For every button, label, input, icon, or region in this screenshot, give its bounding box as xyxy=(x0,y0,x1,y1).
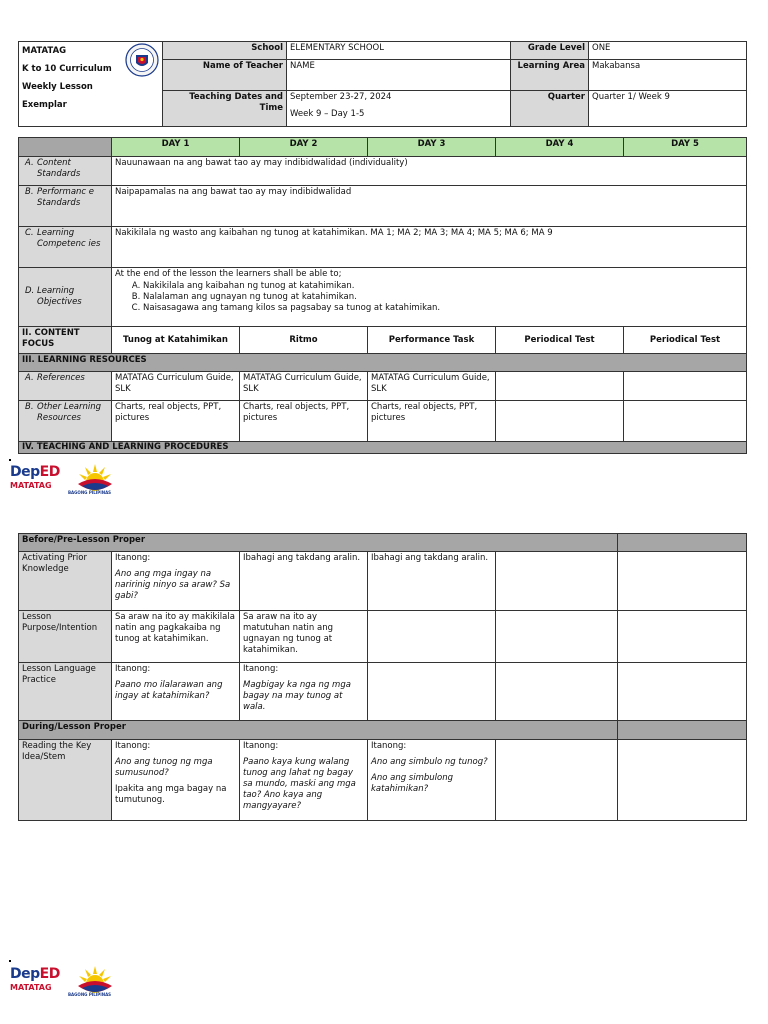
label-text: Performanc e Standards xyxy=(37,187,95,208)
performance-standards-value: Naipapamalas na ang bawat tao ay may indibidwalidad xyxy=(112,186,747,227)
purpose-day4 xyxy=(496,611,618,663)
references-day1: MATATAG Curriculum Guide, SLK xyxy=(112,372,240,401)
references-day2: MATATAG Curriculum Guide, SLK xyxy=(240,372,368,401)
procedures-table xyxy=(18,533,747,821)
bagong-pilipinas-text: BAGONG PILIPINAS xyxy=(68,992,112,997)
objectives-list xyxy=(115,281,743,314)
dates-value: September 23-27, 2024 xyxy=(290,92,392,102)
content-focus-day5: Periodical Test xyxy=(624,327,747,354)
objective-item: B. Nalalaman ang ugnayan ng tunog at katahimikan. xyxy=(143,292,743,303)
activating-label: Activating Prior Knowledge xyxy=(19,552,112,611)
reading-label: Reading the Key Idea/Stem xyxy=(19,740,112,821)
grade-label: Grade Level xyxy=(511,42,589,60)
question-prompt: Itanong: xyxy=(243,664,279,674)
teacher-label: Name of Teacher xyxy=(163,60,287,91)
question-prompt: Itanong: xyxy=(115,664,151,674)
references-day4 xyxy=(496,372,624,401)
matatag-logo-text: MATATAG xyxy=(10,481,52,490)
footer-dot xyxy=(9,459,11,461)
procedures-heading: IV. TEACHING AND LEARNING PROCEDURES xyxy=(19,442,747,454)
learning-competencies-label xyxy=(19,227,112,268)
reading-question: Ano ang simbulong katahimikan? xyxy=(371,773,453,794)
objective-item: C. Naisasagawa ang tamang kilos sa pagsabay sa tunog at katahimikan. xyxy=(143,303,743,314)
lesson-table xyxy=(18,137,747,454)
learning-objectives-label xyxy=(19,268,112,327)
deped-seal-icon xyxy=(125,43,159,77)
language-question: Paano mo ilalarawan ang ingay at katahimikan? xyxy=(115,680,223,701)
title-line: Weekly Lesson xyxy=(22,82,93,92)
activating-day4 xyxy=(496,552,618,611)
language-day5 xyxy=(618,663,747,721)
activating-day5 xyxy=(618,552,747,611)
purpose-day2: Sa araw na ito ay matutuhan natin ang ugnayan ng tunog at katahimikan. xyxy=(240,611,368,663)
label-text: Learning Objectives xyxy=(37,286,82,307)
language-question: Magbigay ka nga ng mga bagay na may tunog at wala. xyxy=(243,680,351,712)
purpose-day3 xyxy=(368,611,496,663)
activating-question: Ano ang mga ingay na naririnig ninyo sa araw? Sa gabi? xyxy=(115,569,231,601)
content-standards-label xyxy=(19,157,112,186)
other-resources-day5 xyxy=(624,401,747,442)
label-text: Content Standards xyxy=(37,158,81,179)
title-line: Exemplar xyxy=(22,100,67,110)
footer-logo xyxy=(10,462,120,496)
during-heading: During/Lesson Proper xyxy=(19,721,618,740)
content-focus-day1: Tunog at Katahimikan xyxy=(112,327,240,354)
quarter-label: Quarter xyxy=(511,91,589,127)
label-letter: B. xyxy=(25,402,34,412)
reading-day1 xyxy=(112,740,240,821)
activating-day1 xyxy=(112,552,240,611)
performance-standards-label xyxy=(19,186,112,227)
reading-question: Ano ang simbulo ng tunog? xyxy=(371,757,488,767)
deped-suffix: ED xyxy=(39,464,60,480)
other-resources-day4 xyxy=(496,401,624,442)
corner-cell xyxy=(19,138,112,157)
quarter-value: Quarter 1/ Week 9 xyxy=(589,91,747,127)
title-line: K to 10 Curriculum xyxy=(22,64,112,74)
other-resources-day3: Charts, real objects, PPT, pictures xyxy=(368,401,496,442)
other-resources-day1: Charts, real objects, PPT, pictures xyxy=(112,401,240,442)
label-letter: B. xyxy=(25,187,34,197)
reading-day4 xyxy=(496,740,618,821)
day-header: DAY 2 xyxy=(240,138,368,157)
teacher-value: NAME xyxy=(287,60,511,91)
label-text: References xyxy=(37,373,85,383)
activating-day3: Ibahagi ang takdang aralin. xyxy=(368,552,496,611)
objective-item: A. Nakikilala ang kaibahan ng tunog at katahimikan. xyxy=(143,281,743,292)
school-label: School xyxy=(163,42,287,60)
purpose-day5 xyxy=(618,611,747,663)
other-resources-label xyxy=(19,401,112,442)
purpose-day1: Sa araw na ito ay makikilala natin ang pagkakaiba ng tunog at katahimikan. xyxy=(112,611,240,663)
question-prompt: Itanong: xyxy=(243,741,279,751)
label-letter: D. xyxy=(25,286,35,296)
reading-instruction: Ipakita ang mga bagay na tumutunog. xyxy=(115,784,227,805)
references-day5 xyxy=(624,372,747,401)
dates-cell xyxy=(287,91,511,127)
activating-day2: Ibahagi ang takdang aralin. xyxy=(240,552,368,611)
during-heading-end xyxy=(618,721,747,740)
language-day3 xyxy=(368,663,496,721)
reading-question: Ano ang tunog ng mga sumusunod? xyxy=(115,757,213,778)
deped-prefix: Dep xyxy=(10,966,40,982)
deped-logo xyxy=(10,464,60,480)
bagong-pilipinas-text: BAGONG PILIPINAS xyxy=(68,490,112,495)
language-day4 xyxy=(496,663,618,721)
day-header: DAY 3 xyxy=(368,138,496,157)
question-prompt: Itanong: xyxy=(115,741,151,751)
area-label: Learning Area xyxy=(511,60,589,91)
resources-heading: III. LEARNING RESOURCES xyxy=(19,354,747,372)
school-value: ELEMENTARY SCHOOL xyxy=(287,42,511,60)
language-day1 xyxy=(112,663,240,721)
question-prompt: Itanong: xyxy=(115,553,151,563)
title-line: MATATAG xyxy=(22,46,67,56)
grade-value: ONE xyxy=(589,42,747,60)
content-focus-day2: Ritmo xyxy=(240,327,368,354)
label-letter: C. xyxy=(25,228,34,238)
matatag-logo-text: MATATAG xyxy=(10,983,52,992)
objectives-intro: At the end of the lesson the learners shall be able to; xyxy=(115,269,342,279)
content-standards-value: Nauunawaan na ang bawat tao ay may indibidwalidad (individuality) xyxy=(112,157,747,186)
day-header: DAY 4 xyxy=(496,138,624,157)
before-heading: Before/Pre-Lesson Proper xyxy=(19,534,618,552)
learning-objectives-value xyxy=(112,268,747,327)
other-resources-day2: Charts, real objects, PPT, pictures xyxy=(240,401,368,442)
purpose-label: Lesson Purpose/Intention xyxy=(19,611,112,663)
references-day3: MATATAG Curriculum Guide, SLK xyxy=(368,372,496,401)
content-focus-label: II. CONTENT FOCUS xyxy=(19,327,112,354)
question-prompt: Itanong: xyxy=(371,741,407,751)
language-day2 xyxy=(240,663,368,721)
day-header: DAY 1 xyxy=(112,138,240,157)
label-text: Learning Competenc ies xyxy=(37,228,101,249)
references-label xyxy=(19,372,112,401)
label-letter: A. xyxy=(25,373,34,383)
deped-prefix: Dep xyxy=(10,464,40,480)
label-letter: A. xyxy=(25,158,34,168)
learning-competencies-value: Nakikilala ng wasto ang kaibahan ng tunog at katahimikan. MA 1; MA 2; MA 3; MA 4; MA 5; MA 6; MA 9 xyxy=(112,227,747,268)
day-header: DAY 5 xyxy=(624,138,747,157)
label-text: Other Learning Resources xyxy=(37,402,102,423)
deped-logo xyxy=(10,966,60,982)
reading-day2 xyxy=(240,740,368,821)
footer-logo xyxy=(10,964,120,998)
week-value: Week 9 – Day 1-5 xyxy=(290,109,365,119)
area-value: Makabansa xyxy=(589,60,747,91)
reading-question: Paano kaya kung walang tunog ang lahat ng bagay sa mundo, maski ang mga tao? Ano kaya ang mangyayare? xyxy=(243,757,356,811)
reading-day3 xyxy=(368,740,496,821)
reading-day5 xyxy=(618,740,747,821)
deped-suffix: ED xyxy=(39,966,60,982)
footer-dot xyxy=(9,960,11,962)
language-label: Lesson Language Practice xyxy=(19,663,112,721)
content-focus-day3: Performance Task xyxy=(368,327,496,354)
before-heading-end xyxy=(618,534,747,552)
dates-label: Teaching Dates and Time xyxy=(163,91,287,127)
content-focus-day4: Periodical Test xyxy=(496,327,624,354)
